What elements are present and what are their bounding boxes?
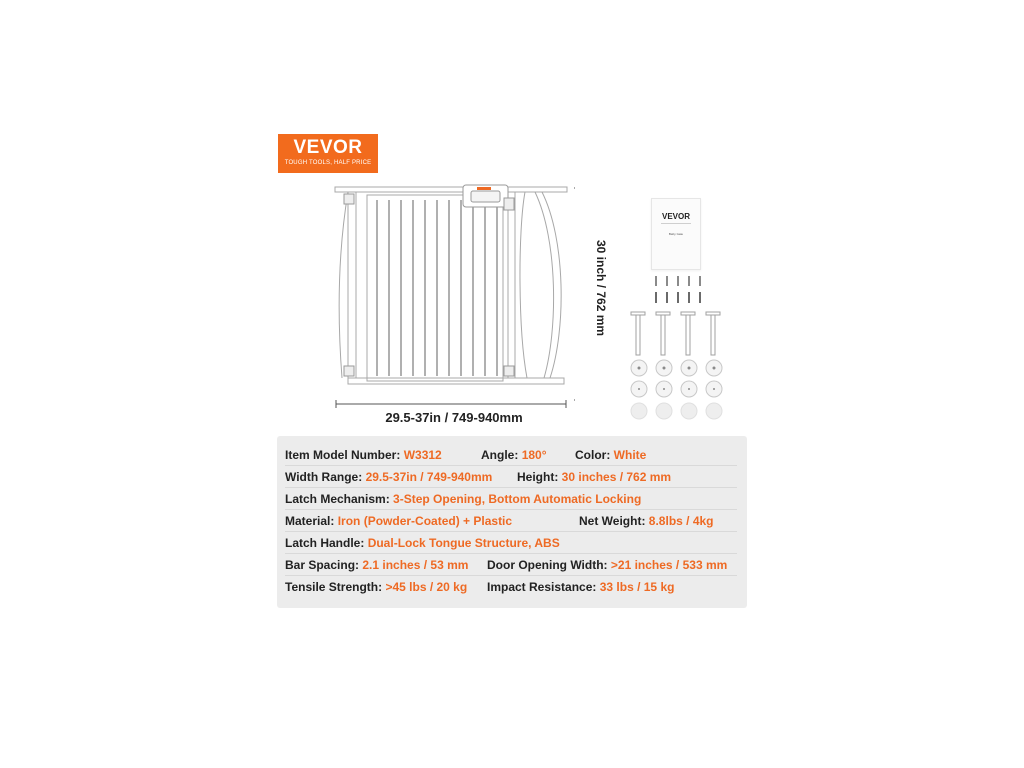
material-label: Material: bbox=[285, 514, 335, 528]
latch-handle-value: Dual-Lock Tongue Structure, ABS bbox=[367, 536, 560, 550]
latch-mechanism-label: Latch Mechanism: bbox=[285, 492, 390, 506]
wall-pads bbox=[631, 403, 722, 419]
screws-top bbox=[656, 276, 700, 286]
height-dimension-label: 30 inch / 762 mm bbox=[594, 240, 608, 337]
vevor-logo bbox=[278, 134, 378, 173]
impact-resistance-label: Impact Resistance: bbox=[487, 580, 597, 594]
logo-tagline: TOUGH TOOLS, HALF PRICE bbox=[284, 160, 372, 166]
door-opening-width-label: Door Opening Width: bbox=[487, 558, 608, 572]
material-value: Iron (Powder-Coated) + Plastic bbox=[337, 514, 513, 528]
wall-caps bbox=[631, 360, 722, 397]
angle-value: 180° bbox=[521, 448, 547, 462]
pressure-bolts bbox=[631, 312, 720, 355]
gate-latch-handle bbox=[463, 185, 508, 207]
hardware-parts bbox=[620, 270, 730, 425]
door-opening-width-value: >21 inches / 533 mm bbox=[610, 558, 728, 572]
bar-spacing-label: Bar Spacing: bbox=[285, 558, 360, 572]
latch-handle-label: Latch Handle: bbox=[285, 536, 365, 550]
spec-row bbox=[285, 532, 737, 554]
gate-right-extension-outer bbox=[535, 192, 554, 378]
net-weight-value: 8.8lbs / 4kg bbox=[648, 514, 714, 528]
spec-row bbox=[285, 466, 737, 488]
spec-row bbox=[285, 554, 737, 576]
tensile-strength-label: Tensile Strength: bbox=[285, 580, 383, 594]
width-dimension-label: 29.5-37in / 749-940mm bbox=[385, 410, 523, 425]
spec-row bbox=[285, 576, 737, 597]
width-range-label: Width Range: bbox=[285, 470, 363, 484]
impact-resistance-value: 33 lbs / 15 kg bbox=[599, 580, 675, 594]
color-label: Color: bbox=[575, 448, 611, 462]
screws-bottom bbox=[656, 292, 700, 303]
model-label: Item Model Number: bbox=[285, 448, 401, 462]
logo-brand: VEVOR bbox=[293, 137, 363, 158]
gate-bars bbox=[377, 200, 497, 376]
gate-right-extension-inner bbox=[520, 192, 527, 378]
manual-title: Baby Gate bbox=[668, 232, 684, 236]
specifications-panel bbox=[277, 436, 747, 608]
spec-row bbox=[285, 444, 737, 466]
color-value: White bbox=[613, 448, 647, 462]
width-range-value: 29.5-37in / 749-940mm bbox=[365, 470, 493, 484]
height-label: Height: bbox=[517, 470, 559, 484]
manual-brand: VEVOR bbox=[661, 212, 690, 221]
gate-left-post bbox=[348, 192, 356, 378]
tensile-strength-value: >45 lbs / 20 kg bbox=[385, 580, 468, 594]
dimension-lines bbox=[336, 188, 575, 408]
bar-spacing-value: 2.1 inches / 53 mm bbox=[362, 558, 469, 572]
gate-hinges bbox=[344, 194, 514, 376]
spec-row bbox=[285, 510, 737, 532]
gate-door-frame bbox=[367, 195, 503, 381]
net-weight-label: Net Weight: bbox=[579, 514, 646, 528]
gate-right-post bbox=[508, 192, 515, 378]
gate-top-rail bbox=[335, 187, 567, 192]
instruction-manual bbox=[651, 198, 701, 270]
baby-gate-illustration bbox=[330, 180, 575, 415]
height-value: 30 inches / 762 mm bbox=[561, 470, 672, 484]
spec-row bbox=[285, 488, 737, 510]
latch-mechanism-value: 3-Step Opening, Bottom Automatic Locking bbox=[393, 492, 642, 506]
angle-label: Angle: bbox=[481, 448, 519, 462]
model-value: W3312 bbox=[403, 448, 442, 462]
gate-left-extension bbox=[339, 192, 348, 378]
